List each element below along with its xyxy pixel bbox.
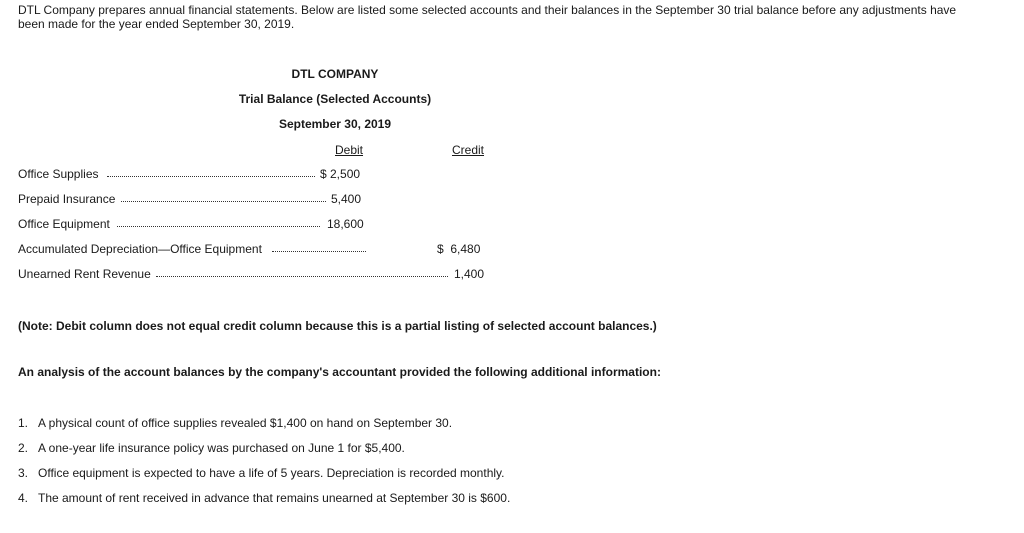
account-label: Office Equipment bbox=[18, 217, 110, 231]
note-text: (Note: Debit column does not equal credit column because this is a partial listing of selected account balances.) bbox=[18, 319, 657, 333]
account-label: Accumulated Depreciation—Office Equipment bbox=[18, 242, 262, 256]
list-number: 3. bbox=[18, 466, 29, 480]
leader-dots bbox=[121, 193, 326, 202]
debit-amount: 18,600 bbox=[327, 217, 364, 231]
debit-column-header: Debit bbox=[335, 143, 364, 157]
credit-amount: $ 6,480 bbox=[437, 242, 481, 256]
statement-date: September 30, 2019 bbox=[278, 117, 392, 131]
analysis-heading: An analysis of the account balances by the company's accountant provided the following additional information: bbox=[18, 365, 661, 379]
debit-amount: 5,400 bbox=[331, 192, 362, 206]
list-item bbox=[18, 491, 510, 505]
list-number: 4. bbox=[18, 491, 29, 505]
list-text: A one-year life insurance policy was purchased on June 1 for $5,400. bbox=[38, 441, 405, 455]
list-text: Office equipment is expected to have a life of 5 years. Depreciation is recorded monthly. bbox=[38, 466, 505, 480]
account-label: Prepaid Insurance bbox=[18, 192, 116, 206]
leader-dots bbox=[156, 268, 448, 277]
leader-dots bbox=[117, 218, 320, 227]
account-label: Unearned Rent Revenue bbox=[18, 267, 151, 281]
credit-column-header: Credit bbox=[452, 143, 485, 157]
debit-amount: $ 2,500 bbox=[320, 167, 361, 181]
leader-dots bbox=[107, 168, 315, 177]
intro-paragraph bbox=[18, 3, 1018, 31]
leader-dots bbox=[272, 243, 366, 252]
list-item bbox=[18, 466, 504, 480]
account-label: Office Supplies bbox=[18, 167, 99, 181]
intro-line-2: been made for the year ended September 30, 2019. bbox=[18, 17, 295, 31]
list-number: 2. bbox=[18, 441, 29, 455]
intro-line-1: DTL Company prepares annual financial statements. Below are listed some selected accounts and their balances in the September 30 trial balance before any adjustments have bbox=[18, 3, 957, 17]
statement-title: Trial Balance (Selected Accounts) bbox=[238, 92, 432, 106]
list-text: A physical count of office supplies revealed $1,400 on hand on September 30. bbox=[38, 416, 453, 430]
list-text: The amount of rent received in advance that remains unearned at September 30 is $600. bbox=[38, 491, 511, 505]
list-item bbox=[18, 416, 452, 430]
company-name: DTL COMPANY bbox=[291, 67, 379, 81]
credit-amount: 1,400 bbox=[454, 267, 485, 281]
list-number: 1. bbox=[18, 416, 29, 430]
list-item bbox=[18, 441, 405, 455]
